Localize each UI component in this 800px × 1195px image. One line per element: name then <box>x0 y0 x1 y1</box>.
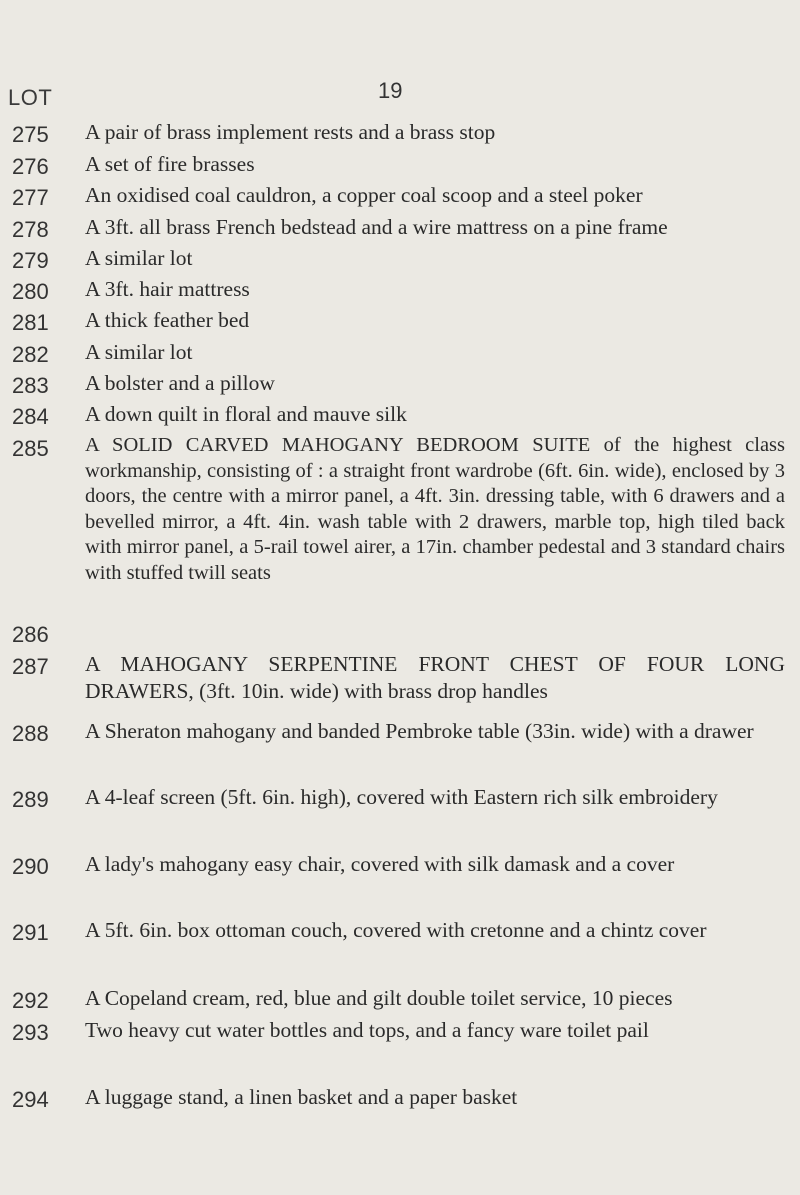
lot-description: A down quilt in floral and mauve silk <box>85 402 407 426</box>
lot-number: 289 <box>12 787 49 812</box>
lot-number: 294 <box>12 1087 49 1112</box>
lot-number: 276 <box>12 154 49 179</box>
lot-description: An oxidised coal cauldron, a copper coal scoop and a steel poker <box>85 183 643 207</box>
lot-number: 275 <box>12 122 49 147</box>
lot-description: A MAHOGANY SERPENTINE FRONT CHEST OF FOUR LONG DRAWERS, (3ft. 10in. wide) with brass drop handles <box>85 652 785 703</box>
lot-number: 277 <box>12 185 49 210</box>
lot-description: A similar lot <box>85 340 193 364</box>
lot-description: A lady's mahogany easy chair, covered with silk damask and a cover <box>85 852 675 876</box>
lot-number: 282 <box>12 342 49 367</box>
lot-description: A similar lot <box>85 246 193 270</box>
page-number: 19 <box>378 78 403 103</box>
lot-number: 291 <box>12 920 49 945</box>
lot-number: 290 <box>12 854 49 879</box>
lot-description: A bolster and a pillow <box>85 371 275 395</box>
lot-description: Two heavy cut water bottles and tops, and a fancy ware toilet pail <box>85 1018 649 1042</box>
lot-description: A Copeland cream, red, blue and gilt double toilet service, 10 pieces <box>85 986 673 1010</box>
lot-description: A thick feather bed <box>85 308 250 332</box>
lot-number: 292 <box>12 988 49 1013</box>
lot-description: A SOLID CARVED MAHOGANY BEDROOM SUITE of the highest class workmanship, consisting of : a straight front wardrobe (6ft. 6in. wide), enclosed by 3 doors, the centre with a mirror panel, a 4ft. 3in. dressing table, with 6 drawers and a bevelled mirror, a 4ft. 4in. wash table with 2 drawers, marble top, high tiled back with mirror panel, a 5-rail towel airer, a 17in. chamber pedestal and 3 standard chairs with stuffed twill seats <box>85 434 785 584</box>
lot-number: 287 <box>12 654 49 679</box>
lot-number: 279 <box>12 248 49 273</box>
lot-description: A Sheraton mahogany and banded Pembroke table (33in. wide) with a drawer <box>85 719 754 743</box>
lot-description: A 5ft. 6in. box ottoman couch, covered with cretonne and a chintz cover <box>85 918 707 942</box>
lot-number: 281 <box>12 310 49 335</box>
lot-number: 285 <box>12 436 49 461</box>
lot-number: 278 <box>12 217 49 242</box>
lot-column-header: LOT <box>8 85 53 110</box>
lot-description: A set of fire brasses <box>85 152 255 176</box>
lot-description: A 3ft. hair mattress <box>85 277 250 301</box>
lot-description: A 4-leaf screen (5ft. 6in. high), covered with Eastern rich silk embroidery <box>85 785 718 809</box>
lot-number: 280 <box>12 279 49 304</box>
lot-description: A pair of brass implement rests and a brass stop <box>85 120 496 144</box>
lot-number: 286 <box>12 622 49 647</box>
lot-number: 283 <box>12 373 49 398</box>
lot-number: 284 <box>12 404 49 429</box>
lot-description: A 3ft. all brass French bedstead and a wire mattress on a pine frame <box>85 215 668 239</box>
lot-number: 293 <box>12 1020 49 1045</box>
lot-number: 288 <box>12 721 49 746</box>
lot-description: A luggage stand, a linen basket and a paper basket <box>85 1085 518 1109</box>
